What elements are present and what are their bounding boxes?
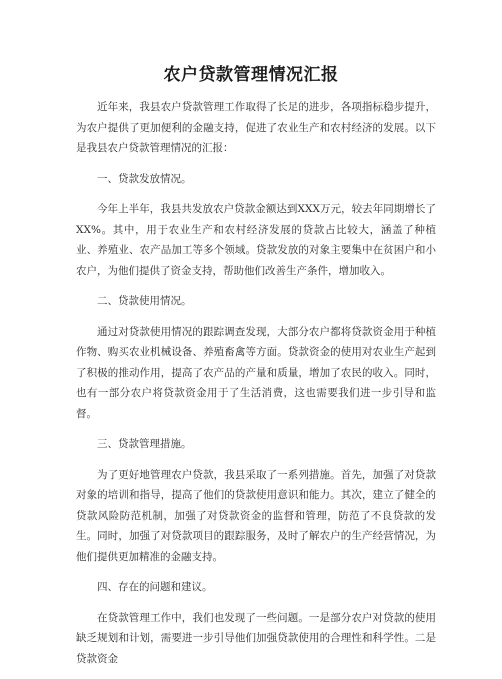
section-heading: 三、贷款管理措施。 — [97, 438, 192, 450]
document-body — [76, 97, 436, 679]
body-paragraph: 为了更好地管理农户贷款，我县采取了一系列措施。首先，加强了对贷款对象的培训和指导，提高了他们的贷款使用意识和能力。其次，建立了健全的贷款风险防范机制，加强了对贷款资金的监督和管理，防范了不良贷款的发生。同时，加强了对贷款项目的跟踪服务，及时了解农户的生产经营情况，为他们提供更加精准的金融支持。 — [76, 468, 436, 563]
document-title: 农户贷款管理情况汇报 — [163, 65, 339, 85]
body-paragraph: 近年来，我县农户贷款管理工作取得了长足的进步，各项指标稳步提升，为农户提供了更加便利的金融支持，促进了农业生产和农村经济的发展。以下是我县农户贷款管理情况的汇报： — [76, 101, 436, 154]
body-paragraph: 今年上半年，我县共发放农户贷款金额达到XXX万元，较去年同期增长了XX%。其中，用于农业生产和农村经济发展的贷款占比较大，涵盖了种植业、养殖业、农产品加工等多个领域。贷款发放的对象主要集中在贫困户和小农户，为他们提供了资金支持，帮助他们改善生产条件，增加收入。 — [76, 203, 436, 277]
body-paragraph: 在贷款管理工作中，我们也发现了一些问题。一是部分农户对贷款的使用缺乏规划和计划，需要进一步引导他们加强贷款使用的合理性和科学性。二是贷款资金 — [76, 611, 436, 665]
section-heading: 二、贷款使用情况。 — [97, 295, 192, 307]
section-heading: 四、存在的问题和建议。 — [97, 581, 213, 593]
body-paragraph: 通过对贷款使用情况的跟踪调查发现，大部分农户都将贷款资金用于种植作物、购买农业机械设备、养殖畜禽等方面。贷款资金的使用对农业生产起到了积极的推动作用，提高了农产品的产量和质量，增加了农民的收入。同时，也有一部分农户将贷款资金用于了生活消费，这也需要我们进一步引导和监督。 — [76, 325, 436, 420]
section-heading: 一、贷款发放情况。 — [97, 172, 192, 185]
